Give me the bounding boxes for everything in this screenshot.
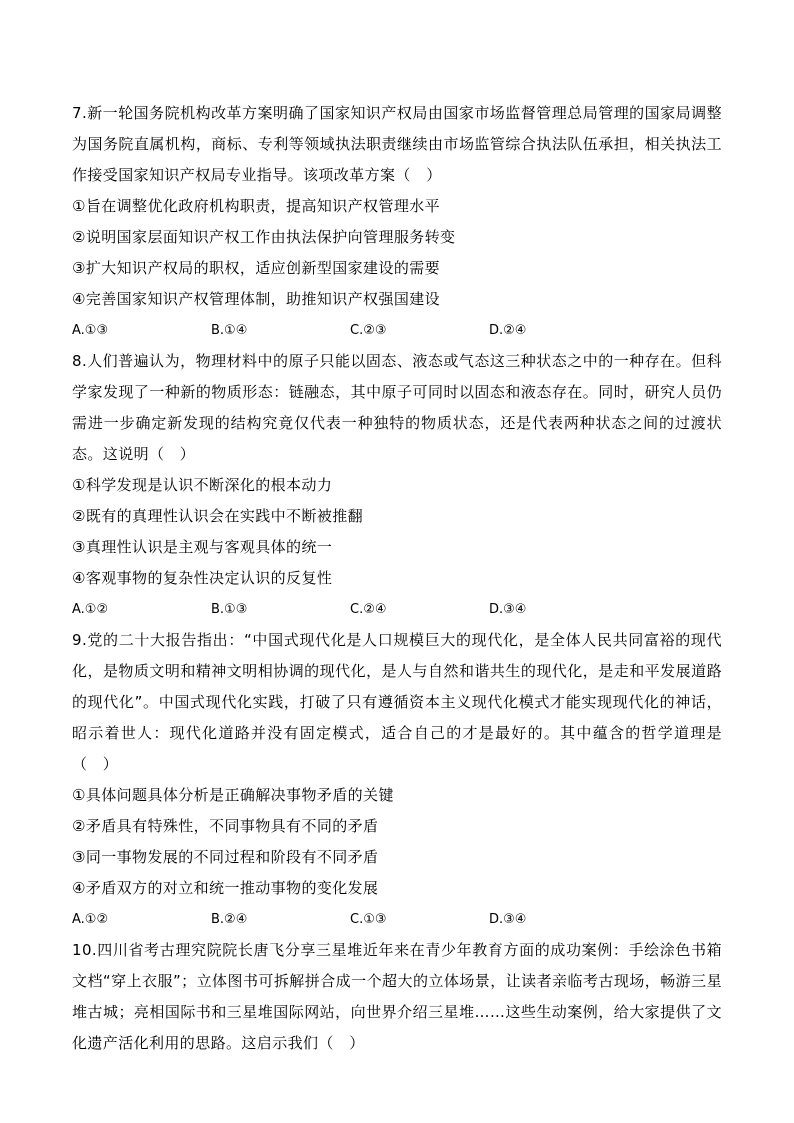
question-7-option-3: ③扩大知识产权局的职权，适应创新型国家建设的需要 <box>72 259 441 277</box>
question-8-answer-b: B.①③ <box>211 602 248 617</box>
question-9-option-3: ③同一事物发展的不同过程和阶段有不同矛盾 <box>72 848 379 866</box>
question-8-option-3: ③真理性认识是主观与客观具体的统一 <box>72 538 333 556</box>
question-9-answer-d: D.③④ <box>489 912 527 927</box>
question-9-stem: 9.党的二十大报告指出：“中国式现代化是人口规模巨大的现代化，是全体人民共同富裕的现代化，是物质文明和精神文明相协调的现代化，是人与自然和谐共生的现代化，是走和平发展道路的现代化”。中国式现代化实践，打破了只有遵循资本主义现代化模式才能实现现代化的神话，昭示着世人：现代化道路并没有固定模式，适合自己的才是最好的。其中蕴含的哲学道理是（ ） <box>72 631 722 773</box>
question-8 <box>72 346 722 625</box>
question-8-answer-a: A.①② <box>72 602 109 617</box>
question-9-option-1: ①具体问题具体分析是正确解决事物矛盾的关键 <box>72 786 394 804</box>
question-7-option-2: ②说明国家层面知识产权工作由执法保护向管理服务转变 <box>72 228 456 246</box>
question-7-answer-d: D.②④ <box>489 323 527 338</box>
question-10-stem: 10.四川省考古理究院院长唐飞分享三星堆近年来在青少年教育方面的成功案例：手绘涂色书箱文档“穿上衣服”；立体图书可拆解拼合成一个超大的立体场景，让读者亲临考古现场，畅游三星堆古城；亮相国际书和三星堆国际网站，向世界介绍三星堆……这些生动案例，给大家提供了文化遗产活化利用的思路。这启示我们（ ） <box>72 941 722 1052</box>
question-8-option-2: ②既有的真理性认识会在实践中不断被推翻 <box>72 507 364 525</box>
question-10 <box>72 935 722 1059</box>
question-9-answer-b: B.②④ <box>211 912 248 927</box>
question-8-answer-d: D.③④ <box>489 602 527 617</box>
question-9-answer-choices <box>72 904 722 935</box>
question-9-answer-a: A.①② <box>72 912 109 927</box>
question-8-answer-c: C.②④ <box>350 602 387 617</box>
question-7-option-1: ①旨在调整优化政府机构职责，提高知识产权管理水平 <box>72 197 441 215</box>
question-9 <box>72 625 722 935</box>
question-7-answer-b: B.①④ <box>211 323 248 338</box>
question-8-stem: 8.人们普遍认为，物理材料中的原子只能以固态、液态或气态这三种状态之中的一种存在。但科学家发现了一种新的物质形态：链融态，其中原子可同时以固态和液态存在。同时，研究人员仍需进一步确定新发现的结构究竟仅代表一种独特的物质状态，还是代表两种状态之间的过渡状态。这说明（ ） <box>72 352 722 463</box>
question-7 <box>72 98 722 346</box>
question-7-option-4: ④完善国家知识产权管理体制，助推知识产权强国建设 <box>72 290 441 308</box>
document-page <box>72 98 722 1059</box>
question-7-answer-a: A.①③ <box>72 323 109 338</box>
question-7-answer-choices <box>72 315 722 346</box>
question-7-answer-c: C.②③ <box>350 323 387 338</box>
question-8-option-4: ④客观事物的复杂性决定认识的反复性 <box>72 569 333 587</box>
question-9-option-2: ②矛盾具有特殊性，不同事物具有不同的矛盾 <box>72 817 379 835</box>
question-8-option-1: ①科学发现是认识不断深化的根本动力 <box>72 476 333 494</box>
question-8-answer-choices <box>72 594 722 625</box>
question-7-stem: 7.新一轮国务院机构改革方案明确了国家知识产权局由国家市场监督管理总局管理的国家局调整为国务院直属机构，商标、专利等领域执法职责继续由市场监管综合执法队伍承担，相关执法工作接受国家知识产权局专业指导。该项改革方案（ ） <box>72 104 722 184</box>
question-9-answer-c: C.①③ <box>350 912 387 927</box>
question-9-option-4: ④矛盾双方的对立和统一推动事物的变化发展 <box>72 879 379 897</box>
